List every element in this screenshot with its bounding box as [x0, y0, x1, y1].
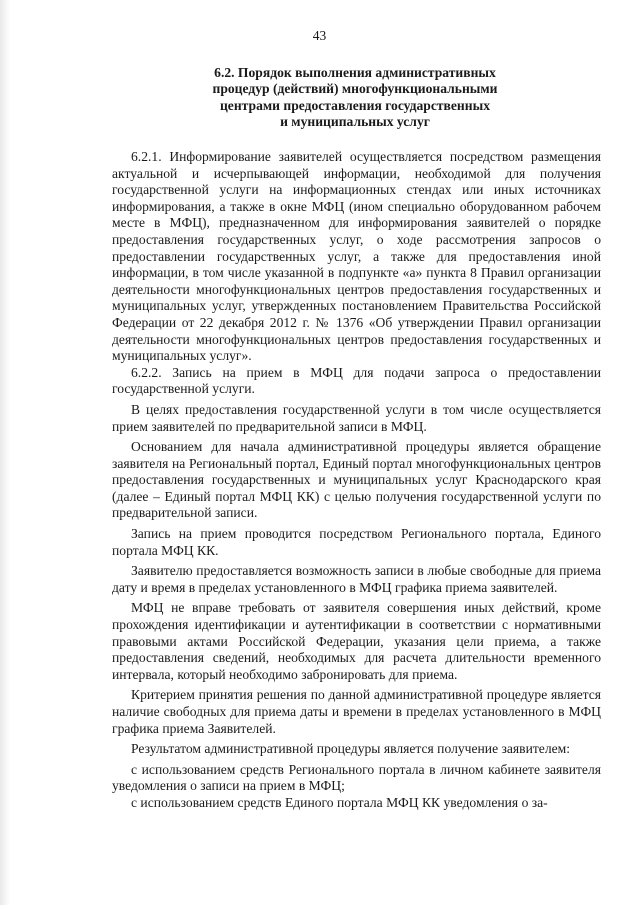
- heading-line: процедур (действий) многофункциональными: [212, 81, 498, 97]
- list-item: с использованием средств Регионального портала в личном кабинете заявителя уведомления о записи на прием в МФЦ;: [112, 761, 601, 794]
- body-text: [112, 149, 601, 812]
- paragraph: Запись на прием проводится посредством Регионального портала, Единого портала МФЦ КК.: [112, 526, 601, 558]
- page-number: 43: [312, 28, 327, 43]
- heading-line: 6.2. Порядок выполнения административных: [214, 65, 496, 80]
- heading-line: центрами предоставления государственных: [219, 97, 491, 113]
- paragraph-6-2-2: 6.2.2. Запись на прием в МФЦ для подачи запроса о предоставлении государственной услуги.: [112, 364, 601, 397]
- section-heading: [150, 65, 560, 131]
- scan-shadow: [0, 0, 10, 905]
- paragraph: Результатом административной процедуры является получение заявителем:: [131, 741, 571, 757]
- paragraph: Критерием принятия решения по данной административной процедуре является наличие свободных для приема даты и времени в пределах установленного в МФЦ графика приема Заявителей.: [112, 687, 601, 736]
- paragraph: Заявителю предоставляется возможность записи в любые свободные для приема дату и время в пределах установленного в МФЦ графика приема заявителей.: [112, 563, 601, 595]
- paragraph: В целях предоставления государственной услуги в том числе осуществляется прием заявителей по предварительной записи в МФЦ.: [112, 401, 601, 434]
- heading-line: и муниципальных услуг: [280, 114, 430, 130]
- paragraph-6-2-1: 6.2.1. Информирование заявителей осуществляется посредством размещения актуальной и исчерпывающей информации, необходимой для получения государственной услуги на информационных стендах или иных источниках информирования, а также в окне МФЦ (ином специально оборудованном рабочем месте в МФЦ), предназначенном для информирования заявителей о порядке предоставления государственных услуг, о ходе рассмотрения запросов о предоставлении государственных услуг, а также для предоставления иной информации, в том числе указанной в подпункте «а» пункта 8 Правил организации деятельности многофункциональных центров предоставления государственных и муниципальных услуг, утвержденных постановлением Правительства Российской Федерации от 22 декабря 2012 г. № 1376 «Об утверждении Правил организации деятельности многофункциональных центров предоставления государственных и муниципальных услуг».: [112, 149, 601, 364]
- paragraph: МФЦ не вправе требовать от заявителя совершения иных действий, кроме прохождения идентификации и аутентификации в соответствии с нормативными правовыми актами Российской Федерации, указания цели приема, а также предоставления сведений, необходимых для расчета длительности временного интервала, который необходимо забронировать для приема.: [112, 600, 601, 682]
- paragraph: Основанием для начала административной процедуры является обращение заявителя на Региональный портал, Единый портал многофункциональных центров предоставления государственных и муниципальных услуг Краснодарского края (далее – Единый портал МФЦ КК) с целью получения государственной услуги по предварительной записи.: [112, 439, 601, 521]
- list-item: с использованием средств Единого портала МФЦ КК уведомления о за-: [131, 794, 548, 810]
